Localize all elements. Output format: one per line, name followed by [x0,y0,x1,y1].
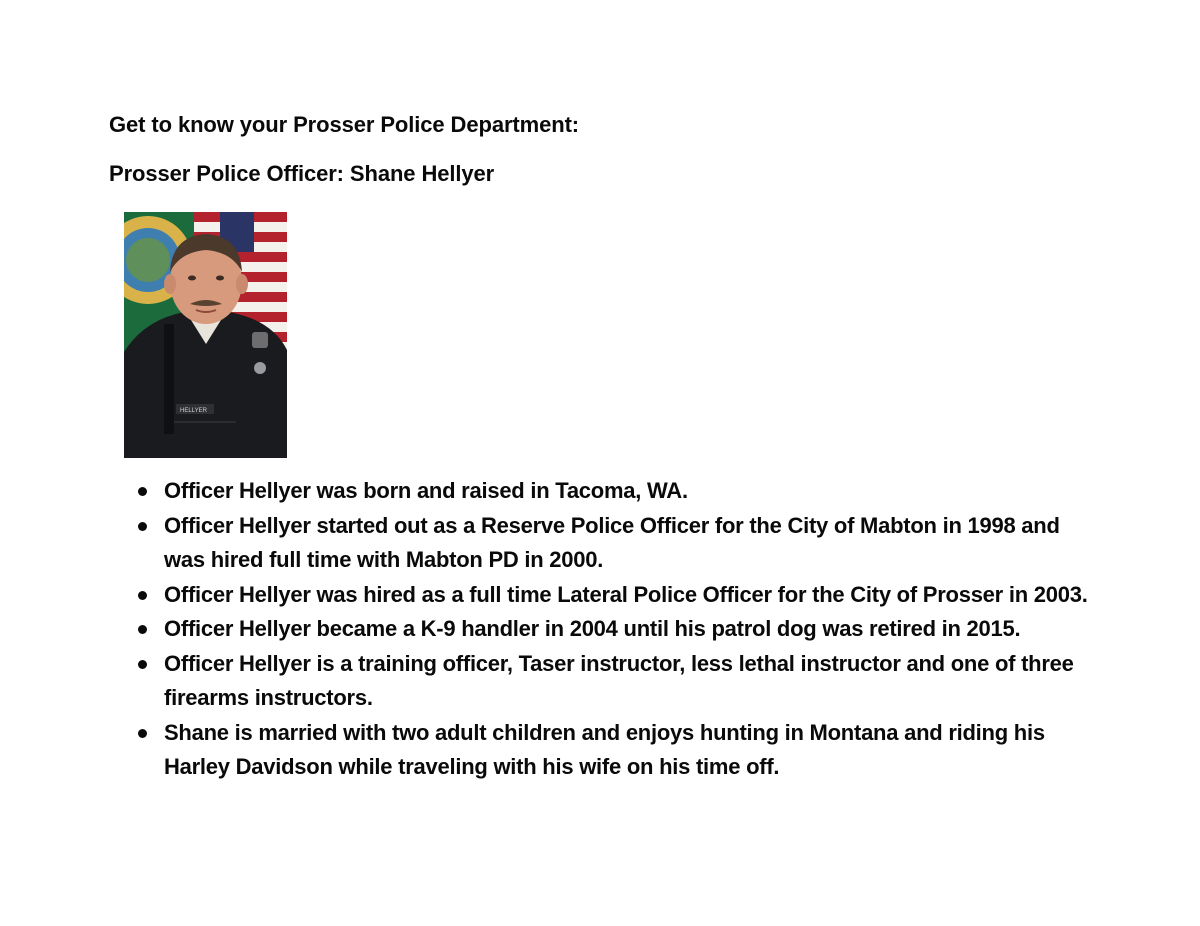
list-item [136,647,1086,716]
fact-line: Officer Hellyer was born and raised in Tacoma, WA. [164,478,688,503]
officer-photo [124,212,287,458]
officer-facts-list [136,474,1086,785]
list-item [136,509,1086,578]
list-item [136,716,1086,785]
bullet-icon [138,660,147,669]
fact-line: Officer Hellyer was hired as a full time Lateral Police Officer for the City of Prosser in 2003. [164,581,1088,607]
bullet-icon [138,591,147,600]
officer-name-heading: Prosser Police Officer: Shane Hellyer [109,161,495,186]
bullet-icon [138,522,147,531]
fact-line: Shane is married with two adult children and enjoys hunting in Montana and riding his [164,719,1045,745]
fact-line: Officer Hellyer became a K-9 handler in 2004 until his patrol dog was retired in 2015. [164,616,1021,641]
fact-line: was hired full time with Mabton PD in 2000. [164,547,604,572]
name-tape: HELLYER [180,408,207,414]
bullet-icon [138,729,147,738]
list-item [136,474,1086,509]
fact-line: Officer Hellyer started out as a Reserve Police Officer for the City of Mabton in 1998 and [164,512,1060,538]
list-item [136,612,1086,647]
bullet-icon [138,625,147,634]
fact-line: firearms instructors. [164,685,373,710]
fact-line: Harley Davidson while traveling with his wife on his time off. [164,754,780,779]
bullet-icon [138,487,147,496]
list-item [136,578,1086,613]
page-title: Get to know your Prosser Police Department: [109,112,580,137]
fact-line: Officer Hellyer is a training officer, Taser instructor, less lethal instructor and one of three [164,650,1074,676]
